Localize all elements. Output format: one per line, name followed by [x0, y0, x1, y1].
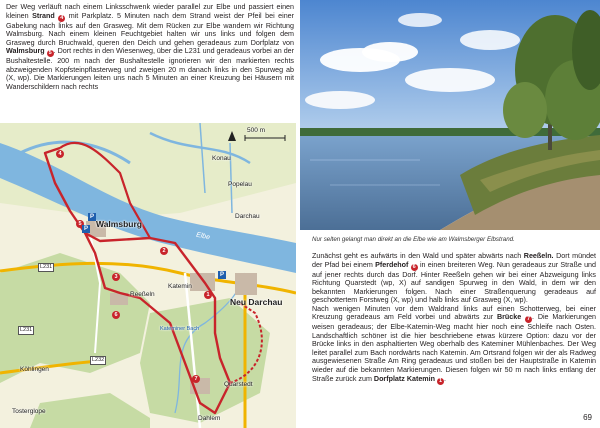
text-segment: Dort mündet der Pfad bei einem — [312, 252, 596, 269]
waypoint-badge: 5 — [48, 50, 52, 57]
place-kohlingen: Köhlingen — [20, 366, 49, 373]
elbe-photo — [300, 0, 600, 230]
text-segment: . — [444, 374, 446, 383]
parking-icon: P — [83, 226, 88, 232]
map-waypoint-3: 3 — [112, 273, 120, 281]
dorfplatz-label: Dorfplatz Katemin — [373, 374, 436, 383]
place-popelau: Popelau — [228, 181, 252, 188]
text-segment: in einen breiteren Weg. Nun geradeaus zur Straße und auf jener rechts durch das Dorf. Hinter Reeßeln gehen wir bei einer Abzweigung links Richtung Quarstedt (wp, X) auf sandigen Spurweg in den Wald, in dem wir den bekannten Markierungen folgen. Nach einer Straßenquerung geradeaus auf geschottertem Forstweg (X, wp) und halb links auf Grasweg (X, wp). — [312, 260, 596, 305]
text-segment: . Dort rechts in den Wiesenweg, über die L231 und geradeaus vorbei an der Bushaltestelle. 200 m nach der Bushaltestelle ignorieren wir den markierten rechts abzweigenden Kopfsteinpflasterweg und zweigen 20 m danach links in den Spurweg ab (X, wp). Die Markierungen leiten uns nach 5 Minuten an einer Kreuzung bei Häusern mit Wanderschildern nach rechts — [6, 47, 295, 91]
map-waypoint-4: 4 — [56, 150, 64, 158]
place-neu-darchau: Neu Darchau — [230, 297, 283, 307]
walk-description-left — [6, 3, 294, 91]
map-waypoint-1: 1 — [204, 291, 212, 299]
page-number: 69 — [583, 413, 592, 422]
scale-label: 500 m — [247, 127, 266, 134]
parking-icon: P — [219, 272, 224, 278]
place-darchau: Darchau — [235, 213, 260, 220]
road-l231: L231 — [40, 264, 53, 270]
place-konau: Konau — [212, 155, 231, 162]
stream-label: Kateminer Bach — [160, 326, 200, 332]
waypoint-badge: 1 — [438, 377, 443, 384]
bruecke-label: Brücke — [496, 313, 522, 322]
road-l232: L232 — [92, 357, 105, 363]
route-map — [0, 123, 296, 428]
parking-icon: P — [89, 214, 94, 220]
place-quarstedt: Quarstedt — [224, 381, 253, 388]
waypoint-badge: 4 — [60, 14, 64, 21]
map-waypoint-7: 7 — [192, 375, 200, 383]
text-segment: . Die Markierungen weisen geradeaus; der Elbe-Katemin-Weg macht hier noch eine Schleife nach Osten. Landschaftlich schöner ist die hier beschriebene etwas kürzere Option: dazu vor der Brücke links in den asphaltierten Weg oberhalb des Kateminer Mühlenbaches. Der Weg leitet parallel zum Bach nordwärts nach Katemin. Am Ortsrand folgen wir der als Radweg ausgewiesenen Straße Am Ring geradeaus und stoßen bei der Hauptstraße in Katemin wieder auf die bekannten Markierungen. Diesen folgen wir 50 m nach links entlang der Straße zurück zum — [312, 313, 597, 383]
reesseln-label: Reeßeln. — [523, 252, 554, 260]
map-waypoint-5: 5 — [76, 220, 84, 228]
place-walmsburg: Walmsburg — [96, 219, 142, 229]
strand-label: Strand — [32, 11, 55, 20]
walk-description-right — [312, 252, 596, 385]
landscape-photo-graphic — [300, 0, 600, 230]
road-l231: L231 — [20, 327, 33, 333]
text-segment: mit Parkplatz. 5 Minuten nach dem Strand weist der Pfeil bei einer Gabelung nach links auf den Grasweg. Mit dem Rücken zur Elbe wandern wir Richtung Walmsburg. Nach einem kleinen Feuchtgebiet halten wir uns links und folgen dem Grasweg durch Bruchwald, queren den Deich und gehen geradeaus zum Dorfplatz von — [6, 11, 295, 47]
walmsburg-label: Walmsburg — [6, 47, 45, 56]
pferdehof-label: Pferdehof — [375, 260, 409, 269]
text-segment: Der Weg verläuft nach einem Linksschwenk wieder parallel zur Elbe und passiert einen kleinen — [6, 3, 294, 20]
map-waypoint-6: 6 — [112, 311, 120, 319]
place-dahlem: Dahlem — [198, 415, 221, 422]
photo-caption: Nur selten gelangt man direkt an die Elbe wie am Walmsberger Elbstrand. — [312, 236, 515, 243]
place-tosterglope: Tosterglope — [12, 408, 46, 415]
waypoint-badge: 7 — [526, 316, 531, 323]
text-segment: Nach wenigen Minuten vor dem Waldrand links auf einen Schotterweg, bei einer Kreuzung geradeaus am Feld vorbei und abwärts zur — [312, 304, 596, 322]
waypoint-badge: 6 — [412, 263, 416, 270]
place-reesseln: Reeßeln — [130, 291, 155, 298]
place-katemin: Katemin — [168, 283, 192, 290]
map-waypoint-2: 2 — [160, 247, 168, 255]
text-segment: Zunächst geht es aufwärts in den Wald und später abwärts nach — [312, 252, 524, 260]
river-elbe: Elbe — [195, 231, 211, 242]
